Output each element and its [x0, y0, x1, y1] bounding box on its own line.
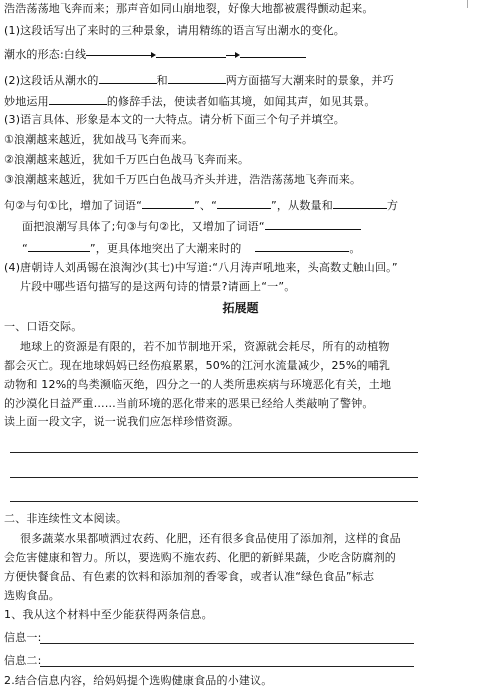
paragraph-line: 的沙漠化日益严重……当前环境的恶化带来的恶果已经给人类敲响了警钟。: [4, 397, 374, 410]
paragraph-line: 选购食品。: [4, 589, 60, 602]
answer-blank[interactable]: [217, 197, 271, 209]
question-text: 和: [156, 74, 168, 87]
question-text: ”，从数量和: [271, 199, 333, 212]
question-2-line-2: [4, 93, 376, 109]
section-1-heading: 一、口语交际。: [4, 320, 83, 333]
paragraph-line: 方便快餐食品、有色素的饮料和添加剂的香零食，或者认准“绿色食品”标志: [4, 570, 375, 583]
paragraph-line: 很多蔬菜水果都喷洒过农药、化肥，还有很多食品使用了添加剂，这样的食品: [20, 532, 401, 545]
question-text: (2)这段话从潮水的: [4, 74, 99, 87]
question-text: 两方面描写大潮来时的景象，并巧: [225, 74, 394, 87]
answer-line[interactable]: [10, 477, 418, 478]
paragraph-line: 会危害健康和智力。所以，要选购不施农药、化肥的新鲜果蔬，少吃含防腐剂的: [4, 551, 396, 564]
sentence-2: ②浪潮越来越近，犹如千万匹白色战马飞奔而来。: [4, 153, 250, 166]
answer-line[interactable]: [10, 452, 418, 453]
extension-title: 拓展题: [222, 301, 259, 315]
answer-blank[interactable]: [49, 93, 107, 105]
section-2-question-2: 2.结合信息内容，给妈妈提个选购健康食品的小建议。: [4, 674, 273, 687]
answer-blank[interactable]: [255, 240, 349, 252]
question-text: 。: [349, 242, 361, 255]
arrow-icon: [226, 51, 240, 59]
section-2-question-1: 1、我从这个材料中至少能获得两条信息。: [4, 608, 213, 621]
info-1-label: 信息一:: [4, 631, 42, 644]
answer-blank[interactable]: [99, 72, 157, 84]
question-text: 方: [386, 199, 399, 212]
question-text: ”，更具体地突出了大潮来时的: [89, 242, 242, 255]
answer-blank[interactable]: [168, 72, 226, 84]
answer-blank[interactable]: [333, 197, 387, 209]
info-2-answer-line[interactable]: [40, 666, 414, 667]
compare-line-3: [22, 240, 361, 256]
section-2-heading: 二、非连续性文本阅读。: [4, 512, 128, 525]
answer-blank[interactable]: [265, 218, 361, 230]
info-1-answer-line[interactable]: [40, 643, 414, 644]
question-3: (3)语言具体、形象是本文的一大特点。请分析下面三个句子并填空。: [4, 113, 345, 126]
compare-line-1: [4, 197, 398, 213]
answer-blank[interactable]: [28, 240, 90, 252]
question-1: (1)这段话写出了来时的三种景象，请用精练的语言写出潮水的变化。: [4, 24, 345, 37]
answer-blank[interactable]: [142, 197, 194, 209]
question-4: (4)唐朝诗人刘禹锡在浪淘沙(其七)中写道:“八月涛声吼地来，头高数丈触山回。”: [4, 261, 398, 274]
question-text: 句②与句①比，增加了词语“: [4, 199, 143, 212]
compare-line-2: [22, 218, 361, 234]
question-text: 的修辞手法，使读者如临其境，如闻其声，如见其景。: [106, 95, 376, 108]
question-text: ”、“: [194, 199, 218, 212]
paragraph-line: 地球上的资源是有限的，若不加节制地开采，资源就会耗尽，所有的动植物: [20, 340, 390, 353]
answer-blank[interactable]: [240, 46, 306, 58]
question-text: 妙地运用: [4, 95, 49, 108]
page-edge-line: [467, 0, 468, 8]
paragraph-line: 动物和 12%的鸟类濒临灭绝，四分之一的人类所患疾病与环境恶化有关，土地: [4, 378, 392, 391]
question-text: “: [22, 242, 28, 255]
answer-prefix: 潮水的形态:白线: [4, 48, 87, 61]
sentence-3: ③浪潮越来越近，犹如千万匹白色战马齐头并进，浩浩荡荡地飞奔而来。: [4, 173, 362, 186]
info-2-label: 信息二:: [4, 654, 42, 667]
answer-line[interactable]: [10, 501, 418, 502]
answer-blank[interactable]: [156, 46, 226, 58]
sentence-1: ①浪潮越来越近，犹如战马飞奔而来。: [4, 133, 194, 146]
question-1-answer-line: [4, 46, 306, 62]
question-2-line-1: [4, 72, 394, 88]
arrow-icon: [86, 51, 156, 59]
paragraph-line: 都会灭亡。现在地球妈妈已经伤痕累累，50%的江河水流量减少，25%的哺乳: [4, 359, 391, 372]
passage-line: 浩浩荡荡地飞奔而来；那声音如同山崩地裂，好像大地都被震得颤动起来。: [4, 2, 374, 15]
section-1-task: 读上面一段文字，说一说我们应怎样珍惜资源。: [4, 415, 240, 428]
question-text: 面把浪潮写具体了;句③与句②比，又增加了词语“: [22, 220, 265, 233]
question-4-line-2: 片段中哪些语句描写的是这两句诗的情景?请画上“一”。: [20, 280, 296, 293]
